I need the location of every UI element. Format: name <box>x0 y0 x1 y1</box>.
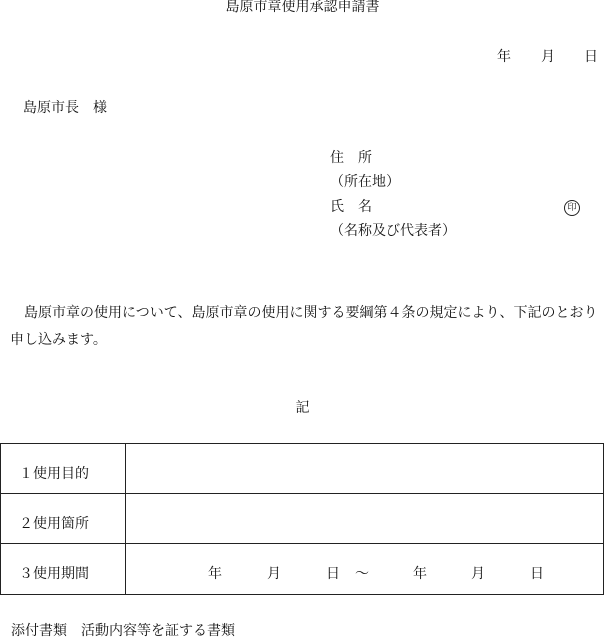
period-end-month: 月 <box>471 566 485 582</box>
period-start-month: 月 <box>267 566 281 582</box>
attachment-note: 添付書類 活動内容等を証する書類 <box>11 623 235 639</box>
table-row <box>1 444 604 494</box>
date-day: 日 <box>584 49 598 65</box>
date-month: 月 <box>541 49 555 65</box>
document-title: 島原市章使用承認申請書 <box>225 0 380 15</box>
location-value-cell[interactable] <box>126 494 604 544</box>
row-label-period: ３使用期間 <box>1 544 126 595</box>
date-year: 年 <box>497 49 511 65</box>
ki-heading: 記 <box>295 400 310 416</box>
row-label-purpose: １使用目的 <box>1 444 126 494</box>
period-end-year: 年 <box>413 566 427 582</box>
period-value-cell[interactable] <box>126 544 604 595</box>
address-label: 住 所 <box>330 150 372 166</box>
name-sub-label: （名称及び代表者） <box>330 223 456 239</box>
application-details-table <box>0 443 604 595</box>
row-label-location: ２使用箇所 <box>1 494 126 544</box>
name-label: 氏 名 <box>330 199 372 215</box>
address-sub-label: （所在地） <box>330 174 400 190</box>
table-row <box>1 494 604 544</box>
application-statement <box>10 300 600 354</box>
period-start-year: 年 <box>208 566 222 582</box>
statement-text: 島原市章の使用について、島原市章の使用に関する要綱第４条の規定により、下記のとおり申し込みます。 <box>10 305 598 348</box>
period-start-day: 日 <box>326 566 340 582</box>
period-tilde: ～ <box>355 566 369 582</box>
purpose-value-cell[interactable] <box>126 444 604 494</box>
addressee: 島原市長 様 <box>23 100 107 116</box>
period-end-day: 日 <box>530 566 544 582</box>
table-row <box>1 544 604 595</box>
seal-mark: 印 <box>564 200 580 216</box>
